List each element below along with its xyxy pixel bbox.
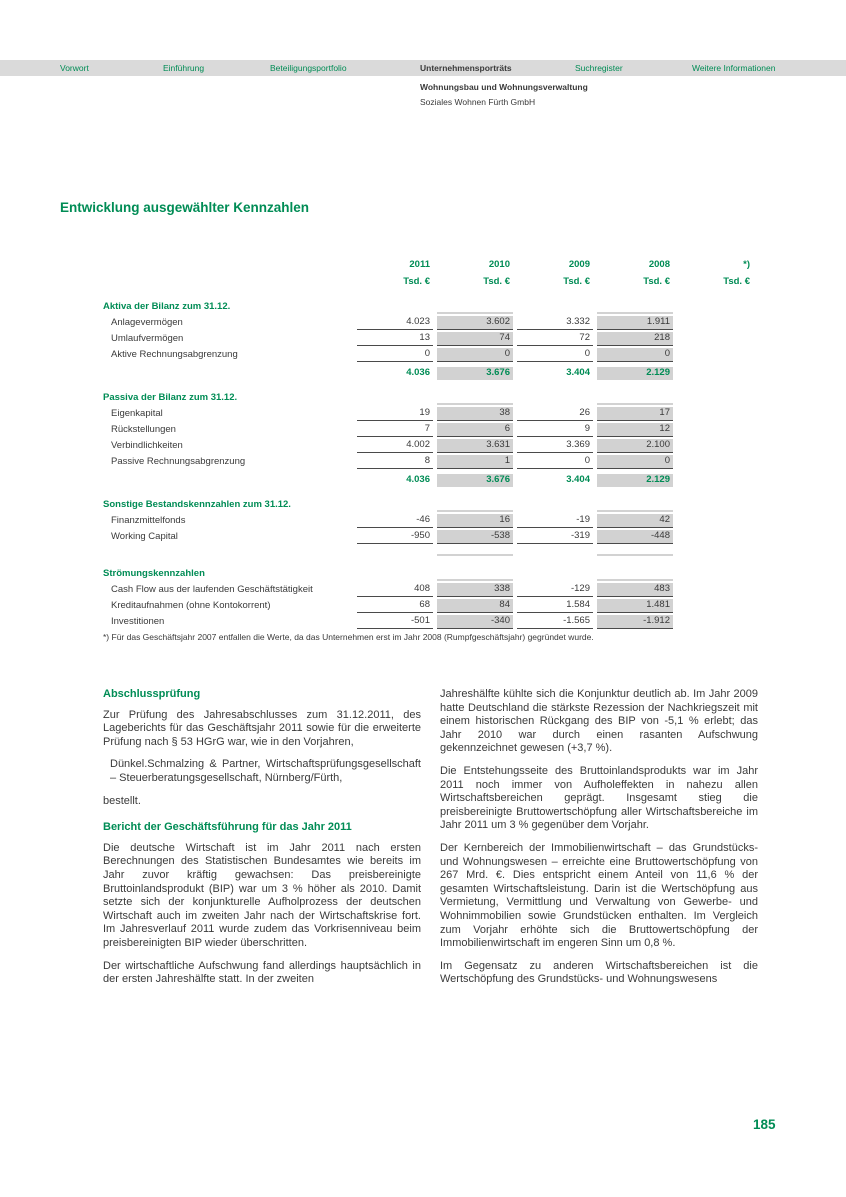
table-row [103, 581, 759, 597]
table-row [103, 362, 759, 380]
value-cell: -19 [517, 514, 593, 528]
table-row [103, 544, 759, 556]
value-cell: 8 [357, 455, 433, 469]
table-row [103, 380, 759, 405]
value-cell [437, 312, 513, 314]
row-label: Cash Flow aus der laufenden Geschäftstätigkeit [111, 584, 313, 595]
value-cell: 42 [597, 514, 673, 528]
value-cell [357, 554, 433, 556]
value-cell: 408 [357, 583, 433, 597]
value-cell: 1 [437, 455, 513, 469]
value-cell [357, 510, 433, 512]
value-cell: 338 [437, 583, 513, 597]
table-row [103, 314, 759, 330]
row-label: Verbindlichkeiten [111, 440, 183, 451]
nav-item-beteiligungsportfolio[interactable]: Beteiligungsportfolio [270, 63, 347, 73]
value-cell: 0 [357, 348, 433, 362]
body-left-column [103, 688, 421, 996]
value-cell [357, 579, 433, 581]
value-cell [677, 579, 753, 581]
value-cell: 4.036 [406, 474, 430, 485]
year-column-header: *) [743, 259, 750, 270]
page-number: 185 [753, 1117, 776, 1132]
value-cell [517, 510, 593, 512]
table-row [103, 453, 759, 469]
page-title: Entwicklung ausgewählter Kennzahlen [60, 200, 310, 215]
value-cell: 72 [517, 332, 593, 346]
value-cell [677, 328, 753, 330]
value-cell: 7 [357, 423, 433, 437]
body-paragraph: Dünkel.Schmalzing & Partner, Wirtschaftsprüfungsgesellschaft – Steuerberatungsgesellschaft, Nürnberg/Fürth, [110, 758, 421, 784]
value-cell: 3.404 [566, 367, 590, 378]
row-label [103, 554, 353, 556]
row-label: Finanzmittelfonds [111, 515, 186, 526]
value-cell: 68 [357, 599, 433, 613]
value-cell: 3.404 [566, 474, 590, 485]
value-cell [677, 542, 753, 544]
body-paragraph: Der Kernbereich der Immobilienwirtschaft – das Grundstücks- und Wohnungswesen – erreichte eine Bruttowertschöpfung von 267 Mrd. €. Dies entspricht einem Anteil von 11,6 % der gesamten Wirtschaftsleistung. Darin ist die Wertschöpfung aus Vermietung, Vermittlung und Verwaltung von Gewerbe- und Wohnimmobilien sowie Grundstücken enthalten. Im Vergleich zum Vorjahr erhöhte sich die Bruttowertschöpfung der Immobilienwirtschaft im engeren Sinn um 0,8 %. [440, 841, 758, 950]
table-corner [103, 287, 353, 289]
value-cell: 0 [517, 455, 593, 469]
value-cell: -448 [597, 530, 673, 544]
value-cell: 26 [517, 407, 593, 421]
value-cell: 0 [517, 348, 593, 362]
row-label [103, 378, 353, 380]
table-row [103, 405, 759, 421]
value-cell [357, 403, 433, 405]
value-cell: 17 [597, 407, 673, 421]
row-label: Anlagevermögen [111, 317, 183, 328]
value-cell: 9 [517, 423, 593, 437]
value-cell: -950 [357, 530, 433, 544]
value-cell [677, 419, 753, 421]
table-row [103, 421, 759, 437]
portrait-category: Wohnungsbau und Wohnungsverwaltung [420, 82, 588, 92]
value-cell: -1.565 [517, 615, 593, 629]
unit-label: Tsd. € [483, 276, 510, 287]
value-cell: 6 [437, 423, 513, 437]
value-cell: 3.332 [517, 316, 593, 330]
body-paragraph: Die deutsche Wirtschaft ist im Jahr 2011 nach ersten Berechnungen des Statistischen Bundesamtes wie bereits im Jahr zuvor kräftig gewachsen: Das preisbereinigte Bruttoinlandsprodukt (BIP) war um 3 % höher als 2010. Damit setzte sich der konjunkturelle Aufholprozess der deutschen Wirtschaft auch im zweiten Jahr nach der Wirtschaftskrise fort. Im Jahresverlauf 2011 wurde zudem das Vorkrisenniveau beim preisbereinigten BIP wieder überschritten. [103, 841, 421, 949]
value-cell: 13 [357, 332, 433, 346]
value-cell: -501 [357, 615, 433, 629]
body-paragraph: Der wirtschaftliche Aufschwung fand allerdings hauptsächlich in der ersten Jahreshälfte statt. In der zweiten [103, 959, 421, 986]
value-cell [677, 312, 753, 314]
value-cell [437, 554, 513, 556]
year-column-header: 2010 [488, 259, 510, 270]
value-cell [677, 485, 753, 487]
value-cell: 2.100 [597, 439, 673, 453]
table-row [103, 487, 759, 512]
value-cell [677, 435, 753, 437]
value-cell [517, 403, 593, 405]
value-cell [677, 360, 753, 362]
value-cell: 3.676 [437, 474, 513, 487]
table-row [103, 597, 759, 613]
row-label: Strömungskennzahlen [103, 568, 205, 579]
value-cell [677, 403, 753, 405]
value-cell: 16 [437, 514, 513, 528]
row-label: Sonstige Bestandskennzahlen zum 31.12. [103, 499, 291, 510]
table-row [103, 437, 759, 453]
value-cell: 2.129 [597, 367, 673, 380]
nav-item-vorwort[interactable]: Vorwort [60, 63, 89, 73]
row-label: Umlaufvermögen [111, 333, 184, 344]
unit-label: Tsd. € [563, 276, 590, 287]
table-row [103, 556, 759, 581]
row-label: Passiva der Bilanz zum 31.12. [103, 392, 238, 403]
value-cell: 2.129 [597, 474, 673, 487]
value-cell [677, 344, 753, 346]
year-column-header: 2011 [409, 259, 430, 270]
value-cell: 38 [437, 407, 513, 421]
value-cell [677, 627, 753, 629]
value-cell: 4.023 [357, 316, 433, 330]
value-cell [437, 510, 513, 512]
body-paragraph: Jahreshälfte kühlte sich die Konjunktur deutlich ab. Im Jahr 2009 hatte Deutschland die stärkste Rezession der Nachkriegszeit mit einem historischen Rückgang des BIP von -5,1 % erlebt; das Jahr 2010 war durch einen rasanten Aufschwung gekennzeichnet gewesen (+3,7 %). [440, 688, 758, 755]
nav-item-weitere-informationen[interactable]: Weitere Informationen [692, 63, 776, 73]
value-cell [677, 378, 753, 380]
body-paragraph: Zur Prüfung des Jahresabschlusses zum 31.12.2011, des Lageberichts für das Geschäftsjahr 2011 sowie für die erweiterte Prüfung nach § 53 HGrG war, wie in den Vorjahren, [103, 708, 421, 748]
body-right-column [440, 688, 758, 996]
row-label: Kreditaufnahmen (ohne Kontokorrent) [111, 600, 271, 611]
unit-label: Tsd. € [723, 276, 750, 287]
value-cell: 0 [597, 348, 673, 362]
value-cell: -129 [517, 583, 593, 597]
value-cell: -340 [437, 615, 513, 629]
value-cell: 12 [597, 423, 673, 437]
table-row [103, 330, 759, 346]
row-label [103, 485, 353, 487]
value-cell [677, 526, 753, 528]
value-cell: 3.676 [437, 367, 513, 380]
table-row [103, 469, 759, 487]
value-cell [677, 510, 753, 512]
unit-label: Tsd. € [403, 276, 430, 287]
value-cell [677, 451, 753, 453]
value-cell: 1.481 [597, 599, 673, 613]
company-name: Soziales Wohnen Fürth GmbH [420, 97, 536, 107]
value-cell [357, 312, 433, 314]
value-cell [677, 467, 753, 469]
row-label: Working Capital [111, 531, 178, 542]
unit-label: Tsd. € [643, 276, 670, 287]
value-cell [677, 595, 753, 597]
table-unit-header-row [103, 272, 759, 289]
body-paragraph: Die Entstehungsseite des Bruttoinlandsprodukts war im Jahr 2011 noch immer von Aufholeffekten in nahezu allen Wirtschaftsbereichen geprägt. Insgesamt stieg die preisbereinigte Bruttowertschöpfung aller Wirtschaftsbereiche im Jahr 2011 um 3 % gegenüber dem Vorjahr. [440, 764, 758, 832]
nav-item-unternehmensportr-ts[interactable]: Unternehmensporträts [420, 63, 512, 73]
value-cell: -46 [357, 514, 433, 528]
table-year-header-row [103, 256, 759, 272]
row-label: Eigenkapital [111, 408, 163, 419]
section-heading: Abschlussprüfung [103, 688, 201, 700]
row-label: Rückstellungen [111, 424, 176, 435]
portrait-header [420, 80, 588, 110]
table-row [103, 528, 759, 544]
nav-bar [0, 60, 846, 76]
value-cell: -538 [437, 530, 513, 544]
value-cell: -1.912 [597, 615, 673, 629]
value-cell [597, 579, 673, 581]
value-cell: 1.911 [597, 316, 673, 330]
value-cell [597, 312, 673, 314]
value-cell: 0 [437, 348, 513, 362]
row-label: Passive Rechnungsabgrenzung [111, 456, 246, 467]
value-cell: 218 [597, 332, 673, 346]
nav-item-einf-hrung[interactable]: Einführung [163, 63, 205, 73]
year-column-header: 2009 [568, 259, 590, 270]
table-footnote: *) Für das Geschäftsjahr 2007 entfallen die Werte, da das Unternehmen erst im Jahr 2008 (Rumpfgeschäftsjahr) gegründet wurde. [103, 632, 594, 642]
value-cell: 84 [437, 599, 513, 613]
value-cell: 0 [597, 455, 673, 469]
value-cell [597, 554, 673, 556]
value-cell: 19 [357, 407, 433, 421]
year-column-header: 2008 [648, 259, 670, 270]
value-cell: 3.369 [517, 439, 593, 453]
kennzahlen-table [103, 256, 759, 629]
table-row [103, 289, 759, 314]
value-cell [437, 579, 513, 581]
value-cell: 74 [437, 332, 513, 346]
value-cell [437, 403, 513, 405]
value-cell [517, 554, 593, 556]
table-row [103, 512, 759, 528]
value-cell: -319 [517, 530, 593, 544]
value-cell [517, 579, 593, 581]
table-row [103, 346, 759, 362]
value-cell [517, 312, 593, 314]
value-cell [597, 510, 673, 512]
body-paragraph: Im Gegensatz zu anderen Wirtschaftsbereichen ist die Wertschöpfung des Grundstücks- und Wohnungswesens [440, 959, 758, 986]
value-cell: 4.002 [357, 439, 433, 453]
value-cell [677, 611, 753, 613]
row-label: Aktiva der Bilanz zum 31.12. [103, 301, 231, 312]
body-paragraph: bestellt. [103, 794, 141, 807]
value-cell: 3.602 [437, 316, 513, 330]
value-cell: 483 [597, 583, 673, 597]
nav-item-suchregister[interactable]: Suchregister [575, 63, 623, 73]
row-label: Investitionen [111, 616, 165, 627]
row-label: Aktive Rechnungsabgrenzung [111, 349, 238, 360]
table-corner [103, 270, 353, 272]
section-heading: Bericht der Geschäftsführung für das Jahr 2011 [103, 821, 352, 834]
value-cell [677, 554, 753, 556]
value-cell: 1.584 [517, 599, 593, 613]
value-cell [597, 403, 673, 405]
value-cell: 4.036 [406, 367, 430, 378]
table-row [103, 613, 759, 629]
value-cell: 3.631 [437, 439, 513, 453]
